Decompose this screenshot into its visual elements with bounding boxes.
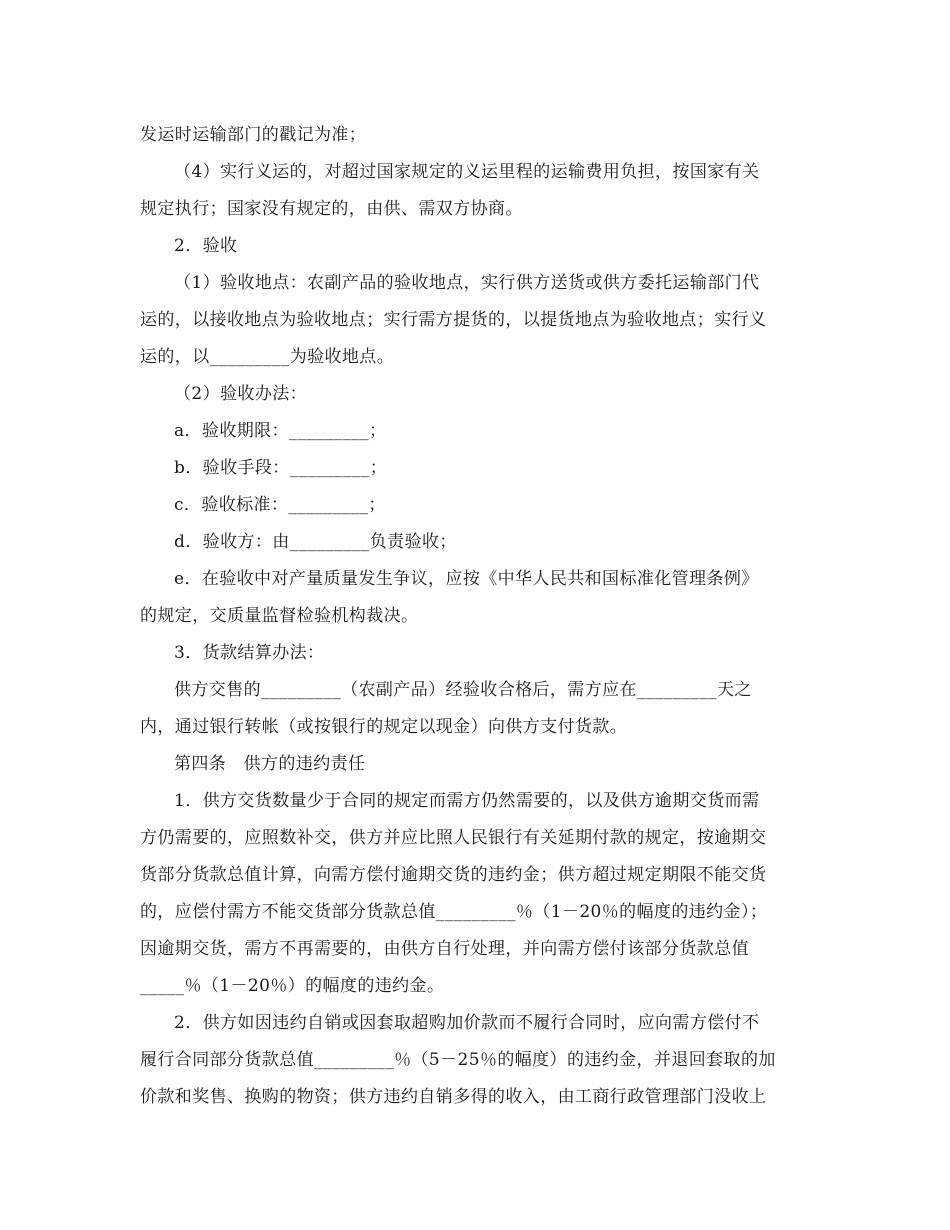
text-line: 因逾期交货，需方不再需要的，由供方自行处理，并向需方偿付该部分货款总值 bbox=[140, 939, 749, 959]
text-line: 运的，以_________为验收地点。 bbox=[140, 347, 395, 367]
text-line: 规定执行；国家没有规定的，由供、需双方协商。 bbox=[140, 199, 523, 219]
text-line: 价款和奖售、换购的物资；供方违约自销多得的收入，由工商行政管理部门没收上 bbox=[140, 1087, 767, 1107]
document-body bbox=[140, 117, 800, 1116]
text-line: a．验收期限：_________； bbox=[174, 421, 387, 441]
text-line: 2．供方如因违约自销或因套取超购加价款而不履行合同时，应向需方偿付不 bbox=[174, 1013, 760, 1033]
text-line: 发运时运输部门的戳记为准； bbox=[140, 125, 367, 145]
text-line: 运的，以接收地点为验收地点；实行需方提货的，以提货地点为验收地点；实行义 bbox=[140, 310, 767, 330]
text-line: e．在验收中对产量质量发生争议，应按《中华人民共和国标准化管理条例》 bbox=[174, 569, 759, 589]
text-line: 3．货款结算办法： bbox=[174, 643, 325, 663]
text-line: 内，通过银行转帐（或按银行的规定以现金）向供方支付货款。 bbox=[140, 717, 628, 737]
text-line: c．验收标准：_________； bbox=[174, 495, 386, 515]
text-line: （2）验收办法： bbox=[174, 384, 308, 404]
text-line: （4）实行义运的，对超过国家规定的义运里程的运输费用负担，按国家有关 bbox=[174, 162, 760, 182]
section-heading: 第四条 供方的违约责任 bbox=[174, 754, 366, 774]
text-line: 2．验收 bbox=[174, 236, 238, 256]
text-line: 方仍需要的，应照数补交，供方并应比照人民银行有关延期付款的规定，按逾期交 bbox=[140, 828, 767, 848]
text-line: 的，应偿付需方不能交货部分货款总值_________％（1－20％的幅度的违约金）； bbox=[140, 902, 768, 922]
text-line: d．验收方：由_________负责验收； bbox=[174, 532, 457, 552]
text-line: （1）验收地点：农副产品的验收地点，实行供方送货或供方委托运输部门代 bbox=[174, 273, 760, 293]
text-line: _____％（1－20％）的幅度的违约金。 bbox=[140, 976, 445, 996]
text-line: 1．供方交货数量少于合同的规定而需方仍然需要的，以及供方逾期交货而需 bbox=[174, 791, 760, 811]
text-line: 货部分货款总值计算，向需方偿付逾期交货的违约金；供方超过规定期限不能交货 bbox=[140, 865, 767, 885]
text-line: b．验收手段：_________； bbox=[174, 458, 388, 478]
text-line: 履行合同部分货款总值_________％（5－25％的幅度）的违约金，并退回套取的加 bbox=[140, 1050, 776, 1070]
text-line: 供方交售的_________（农副产品）经验收合格后，需方应在_________天之 bbox=[174, 680, 752, 700]
text-line: 的规定，交质量监督检验机构裁决。 bbox=[140, 606, 419, 626]
